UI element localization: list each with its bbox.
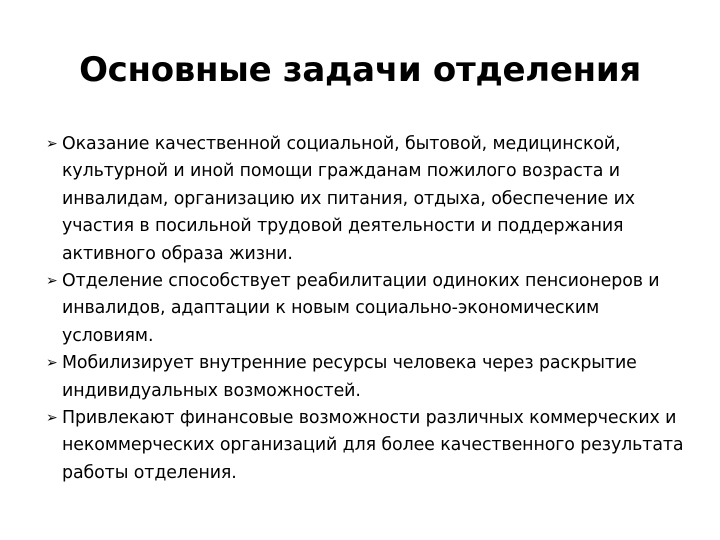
- arrow-bullet-icon: ➢: [46, 273, 58, 290]
- bullet-text-line: инвалидов, адаптации к новым социально-экономическим: [62, 298, 600, 319]
- bullet-text-line: активного образа жизни.: [62, 243, 293, 264]
- arrow-bullet-icon: ➢: [46, 355, 58, 372]
- bullet-item: [46, 350, 686, 405]
- bullet-text-line: культурной и иной помощи гражданам пожилого возраста и: [62, 161, 620, 182]
- bullet-item: [46, 405, 686, 487]
- bullet-text-line: Мобилизирует внутренние ресурсы человека через раскрытие: [62, 353, 637, 374]
- bullet-item: [46, 268, 686, 350]
- bullet-text-line: инвалидам, организацию их питания, отдыха, обеспечение их: [62, 188, 635, 209]
- bullet-text-line: условиям.: [62, 325, 154, 346]
- slide-title: Основные задачи отделения: [79, 50, 641, 90]
- bullet-list: [46, 131, 686, 487]
- bullet-text-line: Оказание качественной социальной, бытовой, медицинской,: [62, 134, 621, 154]
- arrow-bullet-icon: ➢: [46, 410, 58, 427]
- bullet-text-line: Привлекают финансовые возможности различных коммерческих и: [62, 408, 677, 429]
- bullet-text-line: некоммерческих организаций для более качественного результата: [62, 435, 684, 456]
- bullet-text-line: участия в посильной трудовой деятельности и поддержания: [62, 216, 624, 237]
- bullet-item: [46, 131, 686, 268]
- bullet-text-line: Отделение способствует реабилитации одиноких пенсионеров и: [62, 271, 660, 292]
- bullet-text-line: работы отделения.: [62, 462, 237, 483]
- arrow-bullet-icon: ➢: [46, 136, 58, 152]
- bullet-text-line: индивидуальных возможностей.: [62, 380, 361, 401]
